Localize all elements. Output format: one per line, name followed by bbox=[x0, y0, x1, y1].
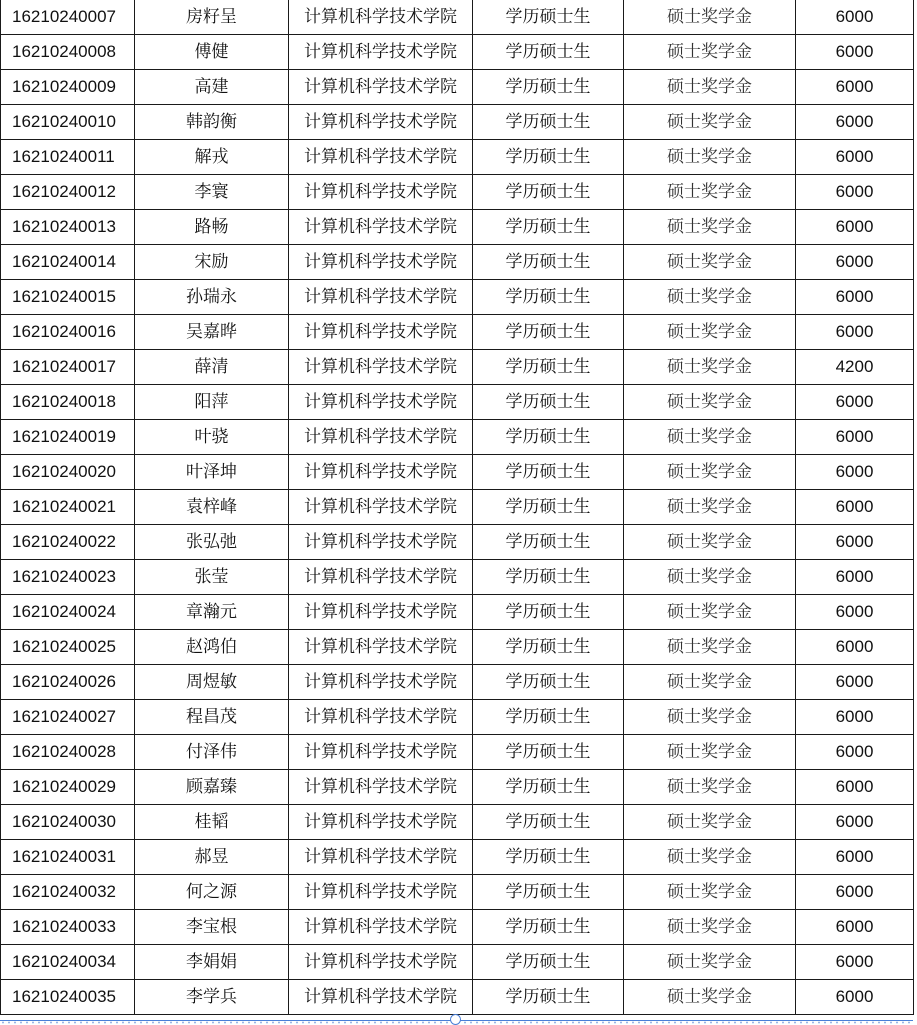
award-amount-cell[interactable]: 6000 bbox=[796, 280, 914, 315]
student-name-cell[interactable]: 张弘弛 bbox=[135, 525, 289, 560]
college-cell[interactable]: 计算机科学技术学院 bbox=[289, 350, 473, 385]
student-id-cell[interactable]: 16210240013 bbox=[1, 210, 135, 245]
table-row bbox=[1, 735, 914, 770]
award-name-cell[interactable]: 硕士奖学金 bbox=[624, 35, 796, 70]
award-name-cell[interactable]: 硕士奖学金 bbox=[624, 140, 796, 175]
table-row bbox=[1, 455, 914, 490]
table-row bbox=[1, 210, 914, 245]
table-row bbox=[1, 280, 914, 315]
student-type-cell[interactable]: 学历硕士生 bbox=[473, 175, 624, 210]
table-row bbox=[1, 910, 914, 945]
award-name-cell[interactable]: 硕士奖学金 bbox=[624, 350, 796, 385]
college-cell[interactable]: 计算机科学技术学院 bbox=[289, 245, 473, 280]
student-name-cell[interactable]: 郝昱 bbox=[135, 840, 289, 875]
award-name-cell[interactable]: 硕士奖学金 bbox=[624, 490, 796, 525]
college-cell[interactable]: 计算机科学技术学院 bbox=[289, 525, 473, 560]
student-id-cell[interactable]: 16210240011 bbox=[1, 140, 135, 175]
table-row bbox=[1, 595, 914, 630]
student-id-cell[interactable]: 16210240019 bbox=[1, 420, 135, 455]
college-cell[interactable]: 计算机科学技术学院 bbox=[289, 455, 473, 490]
award-amount-cell[interactable]: 6000 bbox=[796, 875, 914, 910]
award-name-cell[interactable]: 硕士奖学金 bbox=[624, 735, 796, 770]
award-name-cell[interactable]: 硕士奖学金 bbox=[624, 245, 796, 280]
student-id-cell[interactable]: 16210240030 bbox=[1, 805, 135, 840]
student-id-cell[interactable]: 16210240034 bbox=[1, 945, 135, 980]
student-name-cell[interactable]: 赵鸿伯 bbox=[135, 630, 289, 665]
award-amount-cell[interactable]: 6000 bbox=[796, 700, 914, 735]
student-name-cell[interactable]: 付泽伟 bbox=[135, 735, 289, 770]
college-cell[interactable]: 计算机科学技术学院 bbox=[289, 665, 473, 700]
college-cell[interactable]: 计算机科学技术学院 bbox=[289, 595, 473, 630]
table-row bbox=[1, 385, 914, 420]
college-cell[interactable]: 计算机科学技术学院 bbox=[289, 280, 473, 315]
college-cell[interactable]: 计算机科学技术学院 bbox=[289, 140, 473, 175]
student-type-cell[interactable]: 学历硕士生 bbox=[473, 945, 624, 980]
student-type-cell[interactable]: 学历硕士生 bbox=[473, 980, 624, 1015]
award-name-cell[interactable]: 硕士奖学金 bbox=[624, 875, 796, 910]
award-amount-cell[interactable]: 6000 bbox=[796, 35, 914, 70]
college-cell[interactable]: 计算机科学技术学院 bbox=[289, 490, 473, 525]
college-cell[interactable]: 计算机科学技术学院 bbox=[289, 35, 473, 70]
table-row bbox=[1, 0, 914, 35]
student-name-cell[interactable]: 韩韵衡 bbox=[135, 105, 289, 140]
table-row bbox=[1, 245, 914, 280]
student-type-cell[interactable]: 学历硕士生 bbox=[473, 350, 624, 385]
award-amount-cell[interactable]: 6000 bbox=[796, 630, 914, 665]
award-amount-cell[interactable]: 6000 bbox=[796, 770, 914, 805]
table-row bbox=[1, 560, 914, 595]
college-cell[interactable]: 计算机科学技术学院 bbox=[289, 70, 473, 105]
award-name-cell[interactable]: 硕士奖学金 bbox=[624, 455, 796, 490]
award-amount-cell[interactable]: 6000 bbox=[796, 0, 914, 35]
table-row bbox=[1, 840, 914, 875]
student-id-cell[interactable]: 16210240029 bbox=[1, 770, 135, 805]
student-id-cell[interactable]: 16210240007 bbox=[1, 0, 135, 35]
award-amount-cell[interactable]: 6000 bbox=[796, 70, 914, 105]
college-cell[interactable]: 计算机科学技术学院 bbox=[289, 980, 473, 1015]
award-amount-cell[interactable]: 6000 bbox=[796, 490, 914, 525]
table-row bbox=[1, 805, 914, 840]
award-amount-cell[interactable]: 6000 bbox=[796, 805, 914, 840]
student-type-cell[interactable]: 学历硕士生 bbox=[473, 70, 624, 105]
award-amount-cell[interactable]: 6000 bbox=[796, 420, 914, 455]
award-amount-cell[interactable]: 6000 bbox=[796, 980, 914, 1015]
student-type-cell[interactable]: 学历硕士生 bbox=[473, 105, 624, 140]
college-cell[interactable]: 计算机科学技术学院 bbox=[289, 560, 473, 595]
student-id-cell[interactable]: 16210240026 bbox=[1, 665, 135, 700]
student-type-cell[interactable]: 学历硕士生 bbox=[473, 910, 624, 945]
student-id-cell[interactable]: 16210240017 bbox=[1, 350, 135, 385]
student-name-cell[interactable]: 叶泽坤 bbox=[135, 455, 289, 490]
award-name-cell[interactable]: 硕士奖学金 bbox=[624, 105, 796, 140]
award-amount-cell[interactable]: 4200 bbox=[796, 350, 914, 385]
student-type-cell[interactable]: 学历硕士生 bbox=[473, 560, 624, 595]
award-name-cell[interactable]: 硕士奖学金 bbox=[624, 280, 796, 315]
student-type-cell[interactable]: 学历硕士生 bbox=[473, 210, 624, 245]
student-type-cell[interactable]: 学历硕士生 bbox=[473, 525, 624, 560]
table-row bbox=[1, 175, 914, 210]
table-row bbox=[1, 70, 914, 105]
college-cell[interactable]: 计算机科学技术学院 bbox=[289, 315, 473, 350]
award-amount-cell[interactable]: 6000 bbox=[796, 210, 914, 245]
student-name-cell[interactable]: 何之源 bbox=[135, 875, 289, 910]
award-amount-cell[interactable]: 6000 bbox=[796, 665, 914, 700]
college-cell[interactable]: 计算机科学技术学院 bbox=[289, 875, 473, 910]
award-amount-cell[interactable]: 6000 bbox=[796, 140, 914, 175]
award-amount-cell[interactable]: 6000 bbox=[796, 560, 914, 595]
student-type-cell[interactable]: 学历硕士生 bbox=[473, 35, 624, 70]
student-type-cell[interactable]: 学历硕士生 bbox=[473, 245, 624, 280]
student-id-cell[interactable]: 16210240015 bbox=[1, 280, 135, 315]
college-cell[interactable]: 计算机科学技术学院 bbox=[289, 630, 473, 665]
student-type-cell[interactable]: 学历硕士生 bbox=[473, 805, 624, 840]
table-row bbox=[1, 140, 914, 175]
table-row bbox=[1, 700, 914, 735]
student-name-cell[interactable]: 程昌茂 bbox=[135, 700, 289, 735]
award-name-cell[interactable]: 硕士奖学金 bbox=[624, 910, 796, 945]
student-id-cell[interactable]: 16210240033 bbox=[1, 910, 135, 945]
college-cell[interactable]: 计算机科学技术学院 bbox=[289, 175, 473, 210]
award-name-cell[interactable]: 硕士奖学金 bbox=[624, 175, 796, 210]
college-cell[interactable]: 计算机科学技术学院 bbox=[289, 735, 473, 770]
award-name-cell[interactable]: 硕士奖学金 bbox=[624, 525, 796, 560]
award-amount-cell[interactable]: 6000 bbox=[796, 735, 914, 770]
award-amount-cell[interactable]: 6000 bbox=[796, 910, 914, 945]
college-cell[interactable]: 计算机科学技术学院 bbox=[289, 840, 473, 875]
student-name-cell[interactable]: 李学兵 bbox=[135, 980, 289, 1015]
student-name-cell[interactable]: 顾嘉臻 bbox=[135, 770, 289, 805]
college-cell[interactable]: 计算机科学技术学院 bbox=[289, 0, 473, 35]
award-amount-cell[interactable]: 6000 bbox=[796, 245, 914, 280]
student-id-cell[interactable]: 16210240014 bbox=[1, 245, 135, 280]
student-id-cell[interactable]: 16210240010 bbox=[1, 105, 135, 140]
student-name-cell[interactable]: 叶骁 bbox=[135, 420, 289, 455]
table-row bbox=[1, 490, 914, 525]
college-cell[interactable]: 计算机科学技术学院 bbox=[289, 910, 473, 945]
award-amount-cell[interactable]: 6000 bbox=[796, 840, 914, 875]
award-name-cell[interactable]: 硕士奖学金 bbox=[624, 700, 796, 735]
student-name-cell[interactable]: 桂韬 bbox=[135, 805, 289, 840]
student-type-cell[interactable]: 学历硕士生 bbox=[473, 455, 624, 490]
student-id-cell[interactable]: 16210240032 bbox=[1, 875, 135, 910]
award-name-cell[interactable]: 硕士奖学金 bbox=[624, 560, 796, 595]
table-row bbox=[1, 980, 914, 1015]
award-name-cell[interactable]: 硕士奖学金 bbox=[624, 980, 796, 1015]
table-row bbox=[1, 875, 914, 910]
college-cell[interactable]: 计算机科学技术学院 bbox=[289, 210, 473, 245]
award-name-cell[interactable]: 硕士奖学金 bbox=[624, 945, 796, 980]
student-id-cell[interactable]: 16210240022 bbox=[1, 525, 135, 560]
college-cell[interactable]: 计算机科学技术学院 bbox=[289, 945, 473, 980]
student-id-cell[interactable]: 16210240008 bbox=[1, 35, 135, 70]
college-cell[interactable]: 计算机科学技术学院 bbox=[289, 700, 473, 735]
student-name-cell[interactable]: 张莹 bbox=[135, 560, 289, 595]
student-type-cell[interactable]: 学历硕士生 bbox=[473, 770, 624, 805]
student-type-cell[interactable]: 学历硕士生 bbox=[473, 490, 624, 525]
college-cell[interactable]: 计算机科学技术学院 bbox=[289, 770, 473, 805]
award-name-cell[interactable]: 硕士奖学金 bbox=[624, 805, 796, 840]
student-name-cell[interactable]: 房籽呈 bbox=[135, 0, 289, 35]
award-amount-cell[interactable]: 6000 bbox=[796, 175, 914, 210]
student-id-cell[interactable]: 16210240035 bbox=[1, 980, 135, 1015]
student-id-cell[interactable]: 16210240028 bbox=[1, 735, 135, 770]
student-type-cell[interactable]: 学历硕士生 bbox=[473, 630, 624, 665]
student-name-cell[interactable]: 阳萍 bbox=[135, 385, 289, 420]
college-cell[interactable]: 计算机科学技术学院 bbox=[289, 105, 473, 140]
award-amount-cell[interactable]: 6000 bbox=[796, 385, 914, 420]
student-name-cell[interactable]: 路畅 bbox=[135, 210, 289, 245]
student-id-cell[interactable]: 16210240023 bbox=[1, 560, 135, 595]
student-id-cell[interactable]: 16210240009 bbox=[1, 70, 135, 105]
award-name-cell[interactable]: 硕士奖学金 bbox=[624, 385, 796, 420]
table-body bbox=[1, 0, 914, 1015]
award-name-cell[interactable]: 硕士奖学金 bbox=[624, 315, 796, 350]
award-name-cell[interactable]: 硕士奖学金 bbox=[624, 210, 796, 245]
student-id-cell[interactable]: 16210240016 bbox=[1, 315, 135, 350]
student-type-cell[interactable]: 学历硕士生 bbox=[473, 280, 624, 315]
college-cell[interactable]: 计算机科学技术学院 bbox=[289, 385, 473, 420]
table-row bbox=[1, 665, 914, 700]
student-type-cell[interactable]: 学历硕士生 bbox=[473, 700, 624, 735]
student-type-cell[interactable]: 学历硕士生 bbox=[473, 315, 624, 350]
college-cell[interactable]: 计算机科学技术学院 bbox=[289, 805, 473, 840]
award-amount-cell[interactable]: 6000 bbox=[796, 455, 914, 490]
student-id-cell[interactable]: 16210240027 bbox=[1, 700, 135, 735]
student-id-cell[interactable]: 16210240025 bbox=[1, 630, 135, 665]
student-name-cell[interactable]: 李宝根 bbox=[135, 910, 289, 945]
award-name-cell[interactable]: 硕士奖学金 bbox=[624, 840, 796, 875]
student-type-cell[interactable]: 学历硕士生 bbox=[473, 735, 624, 770]
student-name-cell[interactable]: 孙瑞永 bbox=[135, 280, 289, 315]
student-name-cell[interactable]: 袁梓峰 bbox=[135, 490, 289, 525]
college-cell[interactable]: 计算机科学技术学院 bbox=[289, 420, 473, 455]
award-amount-cell[interactable]: 6000 bbox=[796, 945, 914, 980]
student-name-cell[interactable]: 李娟娟 bbox=[135, 945, 289, 980]
student-type-cell[interactable]: 学历硕士生 bbox=[473, 140, 624, 175]
student-type-cell[interactable]: 学历硕士生 bbox=[473, 385, 624, 420]
award-name-cell[interactable]: 硕士奖学金 bbox=[624, 420, 796, 455]
student-id-cell[interactable]: 16210240021 bbox=[1, 490, 135, 525]
table-row bbox=[1, 350, 914, 385]
student-type-cell[interactable]: 学历硕士生 bbox=[473, 420, 624, 455]
student-name-cell[interactable]: 李寰 bbox=[135, 175, 289, 210]
award-name-cell[interactable]: 硕士奖学金 bbox=[624, 595, 796, 630]
student-id-cell[interactable]: 16210240024 bbox=[1, 595, 135, 630]
student-id-cell[interactable]: 16210240018 bbox=[1, 385, 135, 420]
award-amount-cell[interactable]: 6000 bbox=[796, 595, 914, 630]
award-name-cell[interactable]: 硕士奖学金 bbox=[624, 770, 796, 805]
student-type-cell[interactable]: 学历硕士生 bbox=[473, 840, 624, 875]
student-type-cell[interactable]: 学历硕士生 bbox=[473, 0, 624, 35]
table-row bbox=[1, 770, 914, 805]
student-type-cell[interactable]: 学历硕士生 bbox=[473, 875, 624, 910]
selection-resize-handle[interactable] bbox=[450, 1014, 461, 1025]
table-row bbox=[1, 630, 914, 665]
student-name-cell[interactable]: 吴嘉晔 bbox=[135, 315, 289, 350]
student-id-cell[interactable]: 16210240031 bbox=[1, 840, 135, 875]
student-name-cell[interactable]: 高建 bbox=[135, 70, 289, 105]
table-row bbox=[1, 945, 914, 980]
award-amount-cell[interactable]: 6000 bbox=[796, 105, 914, 140]
student-type-cell[interactable]: 学历硕士生 bbox=[473, 595, 624, 630]
award-name-cell[interactable]: 硕士奖学金 bbox=[624, 70, 796, 105]
award-name-cell[interactable]: 硕士奖学金 bbox=[624, 630, 796, 665]
student-id-cell[interactable]: 16210240020 bbox=[1, 455, 135, 490]
student-name-cell[interactable]: 薛清 bbox=[135, 350, 289, 385]
student-id-cell[interactable]: 16210240012 bbox=[1, 175, 135, 210]
award-amount-cell[interactable]: 6000 bbox=[796, 525, 914, 560]
student-name-cell[interactable]: 解戎 bbox=[135, 140, 289, 175]
award-amount-cell[interactable]: 6000 bbox=[796, 315, 914, 350]
student-name-cell[interactable]: 章瀚元 bbox=[135, 595, 289, 630]
student-name-cell[interactable]: 傅健 bbox=[135, 35, 289, 70]
table-row bbox=[1, 35, 914, 70]
table-row bbox=[1, 315, 914, 350]
table-row bbox=[1, 420, 914, 455]
student-name-cell[interactable]: 宋励 bbox=[135, 245, 289, 280]
student-type-cell[interactable]: 学历硕士生 bbox=[473, 665, 624, 700]
table-row bbox=[1, 525, 914, 560]
award-name-cell[interactable]: 硕士奖学金 bbox=[624, 665, 796, 700]
student-name-cell[interactable]: 周煜敏 bbox=[135, 665, 289, 700]
award-name-cell[interactable]: 硕士奖学金 bbox=[624, 0, 796, 35]
table-row bbox=[1, 105, 914, 140]
